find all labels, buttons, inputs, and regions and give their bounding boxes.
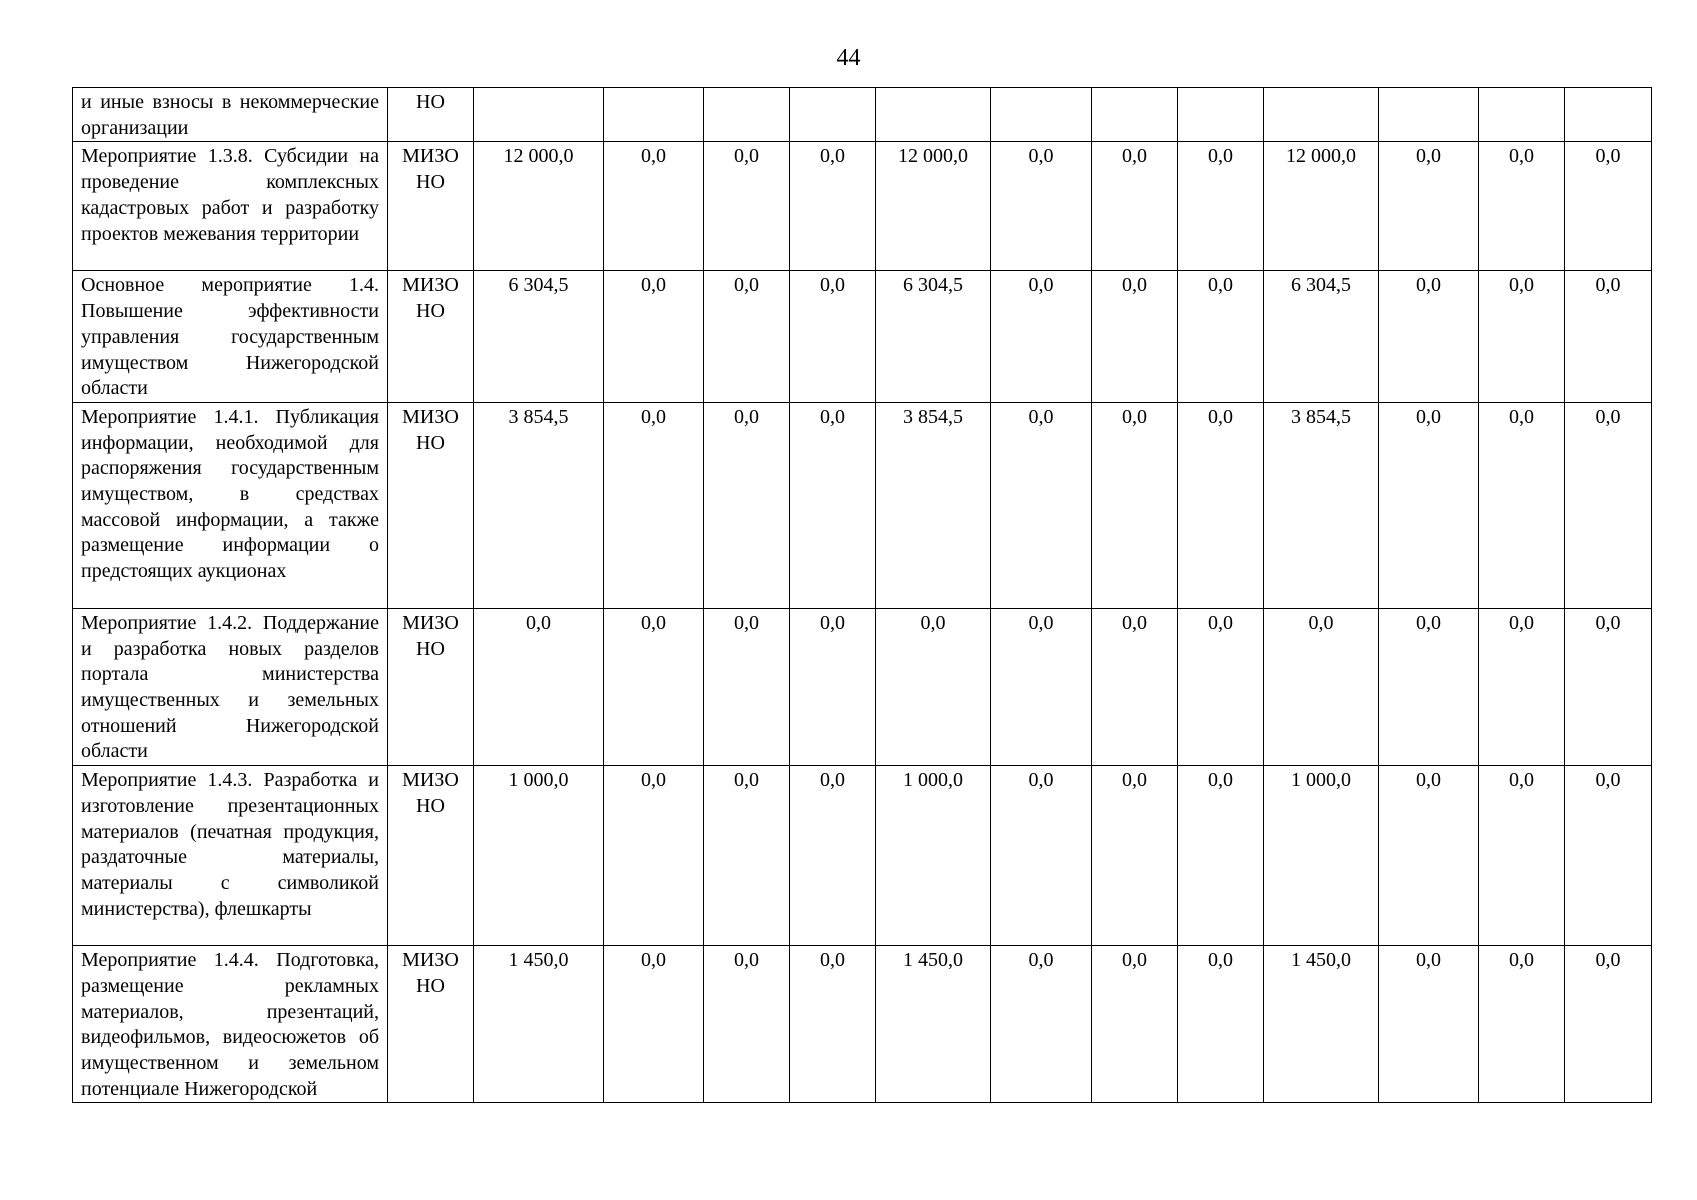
activity-name-cell: Мероприятие 1.4.1. Публикация информации, необходимой для распоряжения государственным имуществом, в средствах массовой информации, а также размещение информации о предстоящих аукционах xyxy=(73,402,388,608)
amount-cell: 0,0 xyxy=(991,142,1092,271)
amount-cell: 6 304,5 xyxy=(1264,271,1379,403)
amount-cell: 0,0 xyxy=(604,608,704,765)
amount-cell: 0,0 xyxy=(604,946,704,1103)
activity-name-cell: Мероприятие 1.4.3. Разработка и изготовление презентационных материалов (печатная продукция, раздаточные материалы, материалы с символикой министерства), флешкарты xyxy=(73,766,388,946)
table-row xyxy=(73,88,1652,142)
amount-cell: 0,0 xyxy=(704,271,790,403)
amount-cell: 0,0 xyxy=(474,608,604,765)
table-row xyxy=(73,271,1652,403)
amount-cell: 0,0 xyxy=(1092,608,1178,765)
amount-cell xyxy=(876,88,991,142)
budget-table xyxy=(72,87,1652,1103)
amount-cell: 0,0 xyxy=(1479,608,1565,765)
page-number: 44 xyxy=(836,45,861,71)
amount-cell: 0,0 xyxy=(991,608,1092,765)
amount-cell: 12 000,0 xyxy=(876,142,991,271)
amount-cell: 0,0 xyxy=(1178,142,1264,271)
amount-cell: 0,0 xyxy=(991,402,1092,608)
amount-cell: 0,0 xyxy=(1379,608,1479,765)
amount-cell: 0,0 xyxy=(1565,402,1652,608)
amount-cell: 0,0 xyxy=(1565,271,1652,403)
amount-cell: 0,0 xyxy=(1479,766,1565,946)
amount-cell: 0,0 xyxy=(790,402,876,608)
activity-name-cell: Мероприятие 1.4.2. Поддержание и разработка новых разделов портала министерства имущественных и земельных отношений Нижегородской области xyxy=(73,608,388,765)
amount-cell: 0,0 xyxy=(604,271,704,403)
amount-cell xyxy=(790,88,876,142)
activity-name-cell: и иные взносы в некоммерческие организации xyxy=(73,88,388,142)
amount-cell xyxy=(1379,88,1479,142)
amount-cell: 0,0 xyxy=(1379,142,1479,271)
amount-cell: 0,0 xyxy=(604,142,704,271)
amount-cell: 0,0 xyxy=(1565,608,1652,765)
executor-cell: МИЗО НО xyxy=(388,142,474,271)
amount-cell xyxy=(1264,88,1379,142)
amount-cell: 0,0 xyxy=(790,142,876,271)
amount-cell: 1 000,0 xyxy=(876,766,991,946)
amount-cell: 0,0 xyxy=(991,766,1092,946)
amount-cell: 3 854,5 xyxy=(876,402,991,608)
amount-cell: 0,0 xyxy=(1565,946,1652,1103)
executor-cell: МИЗО НО xyxy=(388,608,474,765)
amount-cell: 1 450,0 xyxy=(876,946,991,1103)
amount-cell: 1 450,0 xyxy=(474,946,604,1103)
amount-cell: 0,0 xyxy=(704,766,790,946)
executor-cell: МИЗО НО xyxy=(388,766,474,946)
amount-cell: 0,0 xyxy=(1479,402,1565,608)
amount-cell: 0,0 xyxy=(1379,946,1479,1103)
amount-cell: 1 450,0 xyxy=(1264,946,1379,1103)
amount-cell: 0,0 xyxy=(1479,142,1565,271)
amount-cell: 0,0 xyxy=(1264,608,1379,765)
amount-cell xyxy=(991,88,1092,142)
amount-cell: 0,0 xyxy=(1479,271,1565,403)
amount-cell xyxy=(474,88,604,142)
amount-cell: 6 304,5 xyxy=(474,271,604,403)
amount-cell: 0,0 xyxy=(1379,271,1479,403)
amount-cell: 0,0 xyxy=(790,766,876,946)
amount-cell: 0,0 xyxy=(1565,766,1652,946)
amount-cell: 3 854,5 xyxy=(474,402,604,608)
amount-cell: 0,0 xyxy=(1178,271,1264,403)
amount-cell: 0,0 xyxy=(1092,766,1178,946)
amount-cell: 0,0 xyxy=(604,402,704,608)
amount-cell: 12 000,0 xyxy=(474,142,604,271)
amount-cell: 0,0 xyxy=(1379,766,1479,946)
amount-cell: 1 000,0 xyxy=(474,766,604,946)
amount-cell: 0,0 xyxy=(1178,946,1264,1103)
amount-cell: 0,0 xyxy=(1178,402,1264,608)
amount-cell: 6 304,5 xyxy=(876,271,991,403)
amount-cell xyxy=(1565,88,1652,142)
amount-cell: 0,0 xyxy=(704,142,790,271)
amount-cell: 12 000,0 xyxy=(1264,142,1379,271)
executor-cell: МИЗО НО xyxy=(388,402,474,608)
activity-name-cell: Мероприятие 1.3.8. Субсидии на проведение комплексных кадастровых работ и разработку проектов межевания территории xyxy=(73,142,388,271)
amount-cell: 3 854,5 xyxy=(1264,402,1379,608)
amount-cell: 0,0 xyxy=(1479,946,1565,1103)
amount-cell: 0,0 xyxy=(1178,608,1264,765)
amount-cell: 0,0 xyxy=(704,608,790,765)
amount-cell: 0,0 xyxy=(1092,402,1178,608)
amount-cell: 0,0 xyxy=(704,946,790,1103)
table-row xyxy=(73,142,1652,271)
amount-cell: 0,0 xyxy=(991,946,1092,1103)
amount-cell: 0,0 xyxy=(790,946,876,1103)
activity-name-cell: Мероприятие 1.4.4. Подготовка, размещение рекламных материалов, презентаций, видеофильмов, видеосюжетов об имущественном и земельном потенциале Нижегородской xyxy=(73,946,388,1103)
amount-cell: 0,0 xyxy=(1178,766,1264,946)
amount-cell xyxy=(604,88,704,142)
amount-cell: 0,0 xyxy=(1092,142,1178,271)
executor-cell: МИЗО НО xyxy=(388,946,474,1103)
amount-cell: 0,0 xyxy=(790,271,876,403)
executor-cell: МИЗО НО xyxy=(388,271,474,403)
table-row xyxy=(73,766,1652,946)
amount-cell: 0,0 xyxy=(1092,271,1178,403)
amount-cell: 0,0 xyxy=(876,608,991,765)
amount-cell: 0,0 xyxy=(790,608,876,765)
amount-cell xyxy=(1092,88,1178,142)
amount-cell: 0,0 xyxy=(1379,402,1479,608)
table-row xyxy=(73,608,1652,765)
amount-cell: 0,0 xyxy=(991,271,1092,403)
amount-cell xyxy=(1479,88,1565,142)
amount-cell: 1 000,0 xyxy=(1264,766,1379,946)
amount-cell: 0,0 xyxy=(704,402,790,608)
amount-cell: 0,0 xyxy=(1565,142,1652,271)
amount-cell xyxy=(704,88,790,142)
executor-cell: НО xyxy=(388,88,474,142)
table-row xyxy=(73,946,1652,1103)
amount-cell xyxy=(1178,88,1264,142)
amount-cell: 0,0 xyxy=(604,766,704,946)
table-body xyxy=(73,88,1652,1103)
amount-cell: 0,0 xyxy=(1092,946,1178,1103)
table-row xyxy=(73,402,1652,608)
activity-name-cell: Основное мероприятие 1.4. Повышение эффективности управления государственным имуществом Нижегородской области xyxy=(73,271,388,403)
